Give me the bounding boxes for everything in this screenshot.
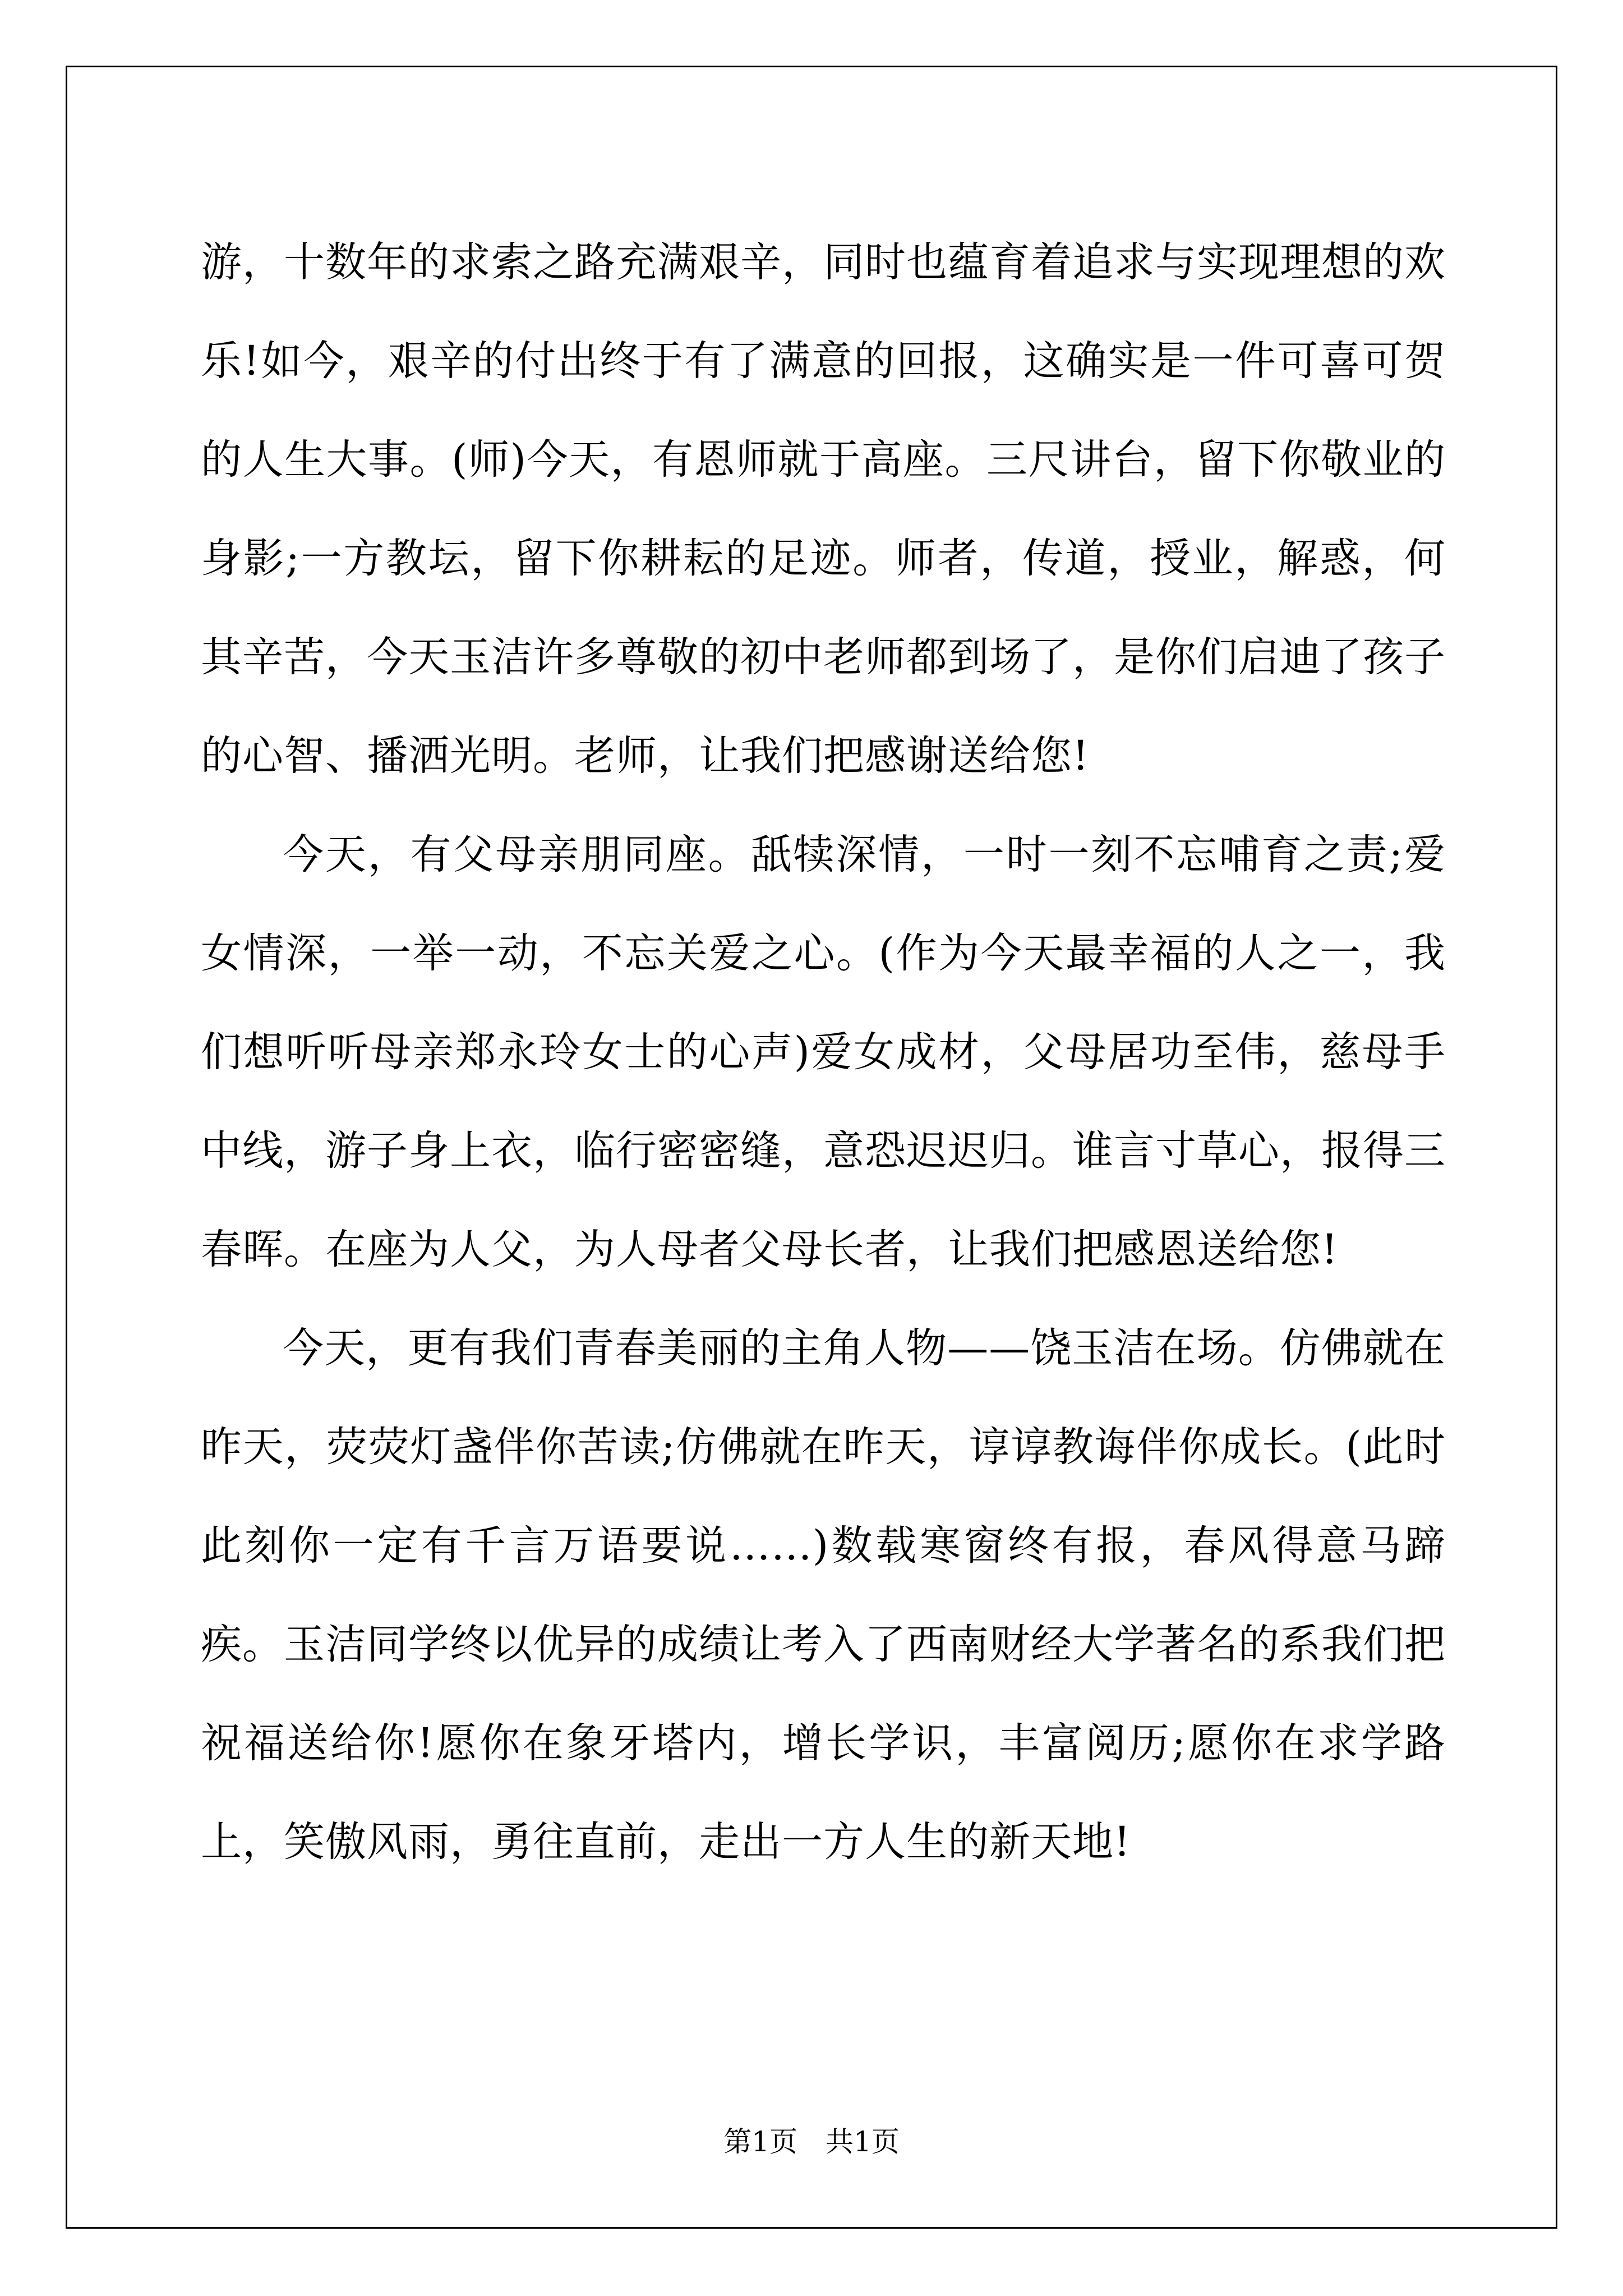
page-number-footer: 第1页 共1页 [723, 2125, 900, 2158]
paragraph-2: 今天，有父母亲朋同座。舐犊深情，一时一刻不忘哺育之责;爱女情深，一举一动，不忘关爱之心。(作为今天最幸福的人之一，我们想听听母亲郑永玲女士的心声)爱女成材，父母居功至伟，慈母手中线，游子身上衣，临行密密缝，意恐迟迟归。谁言寸草心，报得三春晖。在座为人父，为人母者父母长者，让我们把感恩送给您! [201, 831, 1446, 1273]
paragraph-1: 游，十数年的求索之路充满艰辛，同时也蕴育着追求与实现理想的欢乐!如今，艰辛的付出终于有了满意的回报，这确实是一件可喜可贺的人生大事。(师)今天，有恩师就于高座。三尺讲台，留下你敬业的身影;一方教坛，留下你耕耘的足迹。师者，传道，授业，解惑，何其辛苦，今天玉洁许多尊敬的初中老师都到场了，是你们启迪了孩子的心智、播洒光明。老师，让我们把感谢送给您! [201, 238, 1446, 780]
document-body [201, 213, 1446, 1892]
paragraph-3: 今天，更有我们青春美丽的主角人物——饶玉洁在场。仿佛就在昨天，荧荧灯盏伴你苦读;仿佛就在昨天，谆谆教诲伴你成长。(此时此刻你一定有千言万语要说……)数载寒窗终有报，春风得意马蹄疾。玉洁同学终以优异的成绩让考入了西南财经大学著名的系我们把祝福送给你!愿你在象牙塔内，增长学识，丰富阅历;愿你在求学路上，笑傲风雨，勇往直前，走出一方人生的新天地! [201, 1324, 1446, 1866]
